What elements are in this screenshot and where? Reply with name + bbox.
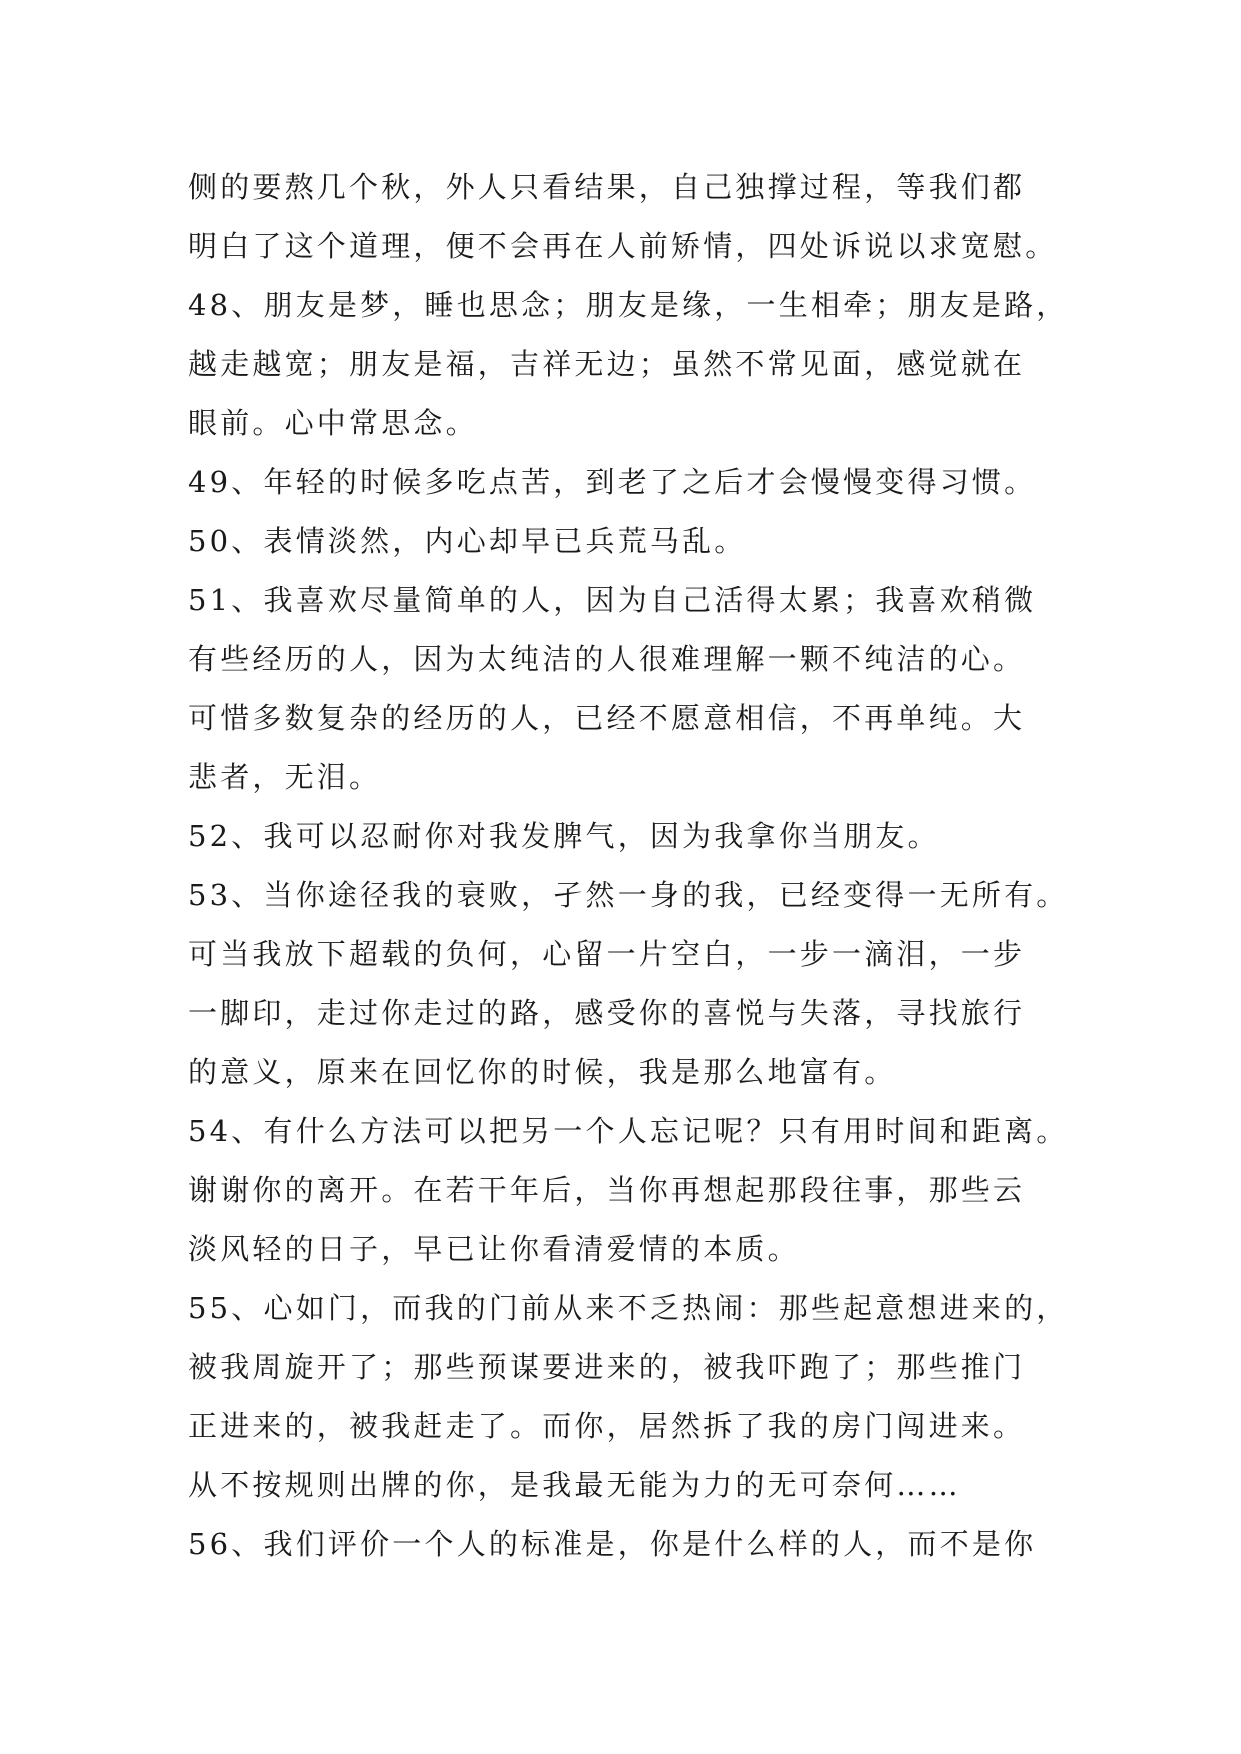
text-line: 53、当你途径我的衰败，孑然一身的我，已经变得一无所有。 xyxy=(188,878,1069,912)
text-line: 悲者，无泪。 xyxy=(188,760,382,794)
text-line: 可惜多数复杂的经历的人，已经不愿意相信，不再单纯。大 xyxy=(188,701,1026,735)
text-line: 谢谢你的离开。在若干年后，当你再想起那段往事，那些云 xyxy=(188,1173,1026,1207)
text-line: 56、我们评价一个人的标准是，你是什么样的人，而不是你 xyxy=(188,1527,1037,1561)
text-line: 被我周旋开了；那些预谋要进来的，被我吓跑了；那些推门 xyxy=(188,1350,1026,1384)
text-line: 48、朋友是梦，睡也思念；朋友是缘，一生相牵；朋友是路， xyxy=(188,288,1069,322)
text-line: 54、有什么方法可以把另一个人忘记呢？只有用时间和距离。 xyxy=(188,1114,1069,1148)
text-line: 有些经历的人，因为太纯洁的人很难理解一颗不纯洁的心。 xyxy=(188,642,1026,676)
text-line: 可当我放下超载的负何，心留一片空白，一步一滴泪，一步 xyxy=(188,937,1026,971)
text-line: 眼前。心中常思念。 xyxy=(188,406,478,440)
text-line: 淡风轻的日子，早已让你看清爱情的本质。 xyxy=(188,1232,800,1266)
text-line: 从不按规则出牌的你，是我最无能为力的无可奈何…… xyxy=(188,1468,961,1502)
text-line: 51、我喜欢尽量简单的人，因为自己活得太累；我喜欢稍微 xyxy=(188,583,1037,617)
text-line: 明白了这个道理，便不会再在人前矫情，四处诉说以求宽慰。 xyxy=(188,229,1058,263)
text-line: 一脚印，走过你走过的路，感受你的喜悦与失落，寻找旅行 xyxy=(188,996,1026,1030)
text-line: 49、年轻的时候多吃点苦，到老了之后才会慢慢变得习惯。 xyxy=(188,465,1037,499)
text-line: 越走越宽；朋友是福，吉祥无边；虽然不常见面，感觉就在 xyxy=(188,347,1026,381)
text-line: 55、心如门，而我的门前从来不乏热闹：那些起意想进来的， xyxy=(188,1291,1069,1325)
text-line: 52、我可以忍耐你对我发脾气，因为我拿你当朋友。 xyxy=(188,819,940,853)
text-line: 侧的要熬几个秋，外人只看结果，自己独撑过程，等我们都 xyxy=(188,170,1026,204)
text-line: 50、表情淡然，内心却早已兵荒马乱。 xyxy=(188,524,747,558)
text-line: 正进来的，被我赶走了。而你，居然拆了我的房门闯进来。 xyxy=(188,1409,1026,1443)
document-body xyxy=(188,162,1068,1578)
text-line: 的意义，原来在回忆你的时候，我是那么地富有。 xyxy=(188,1055,897,1089)
